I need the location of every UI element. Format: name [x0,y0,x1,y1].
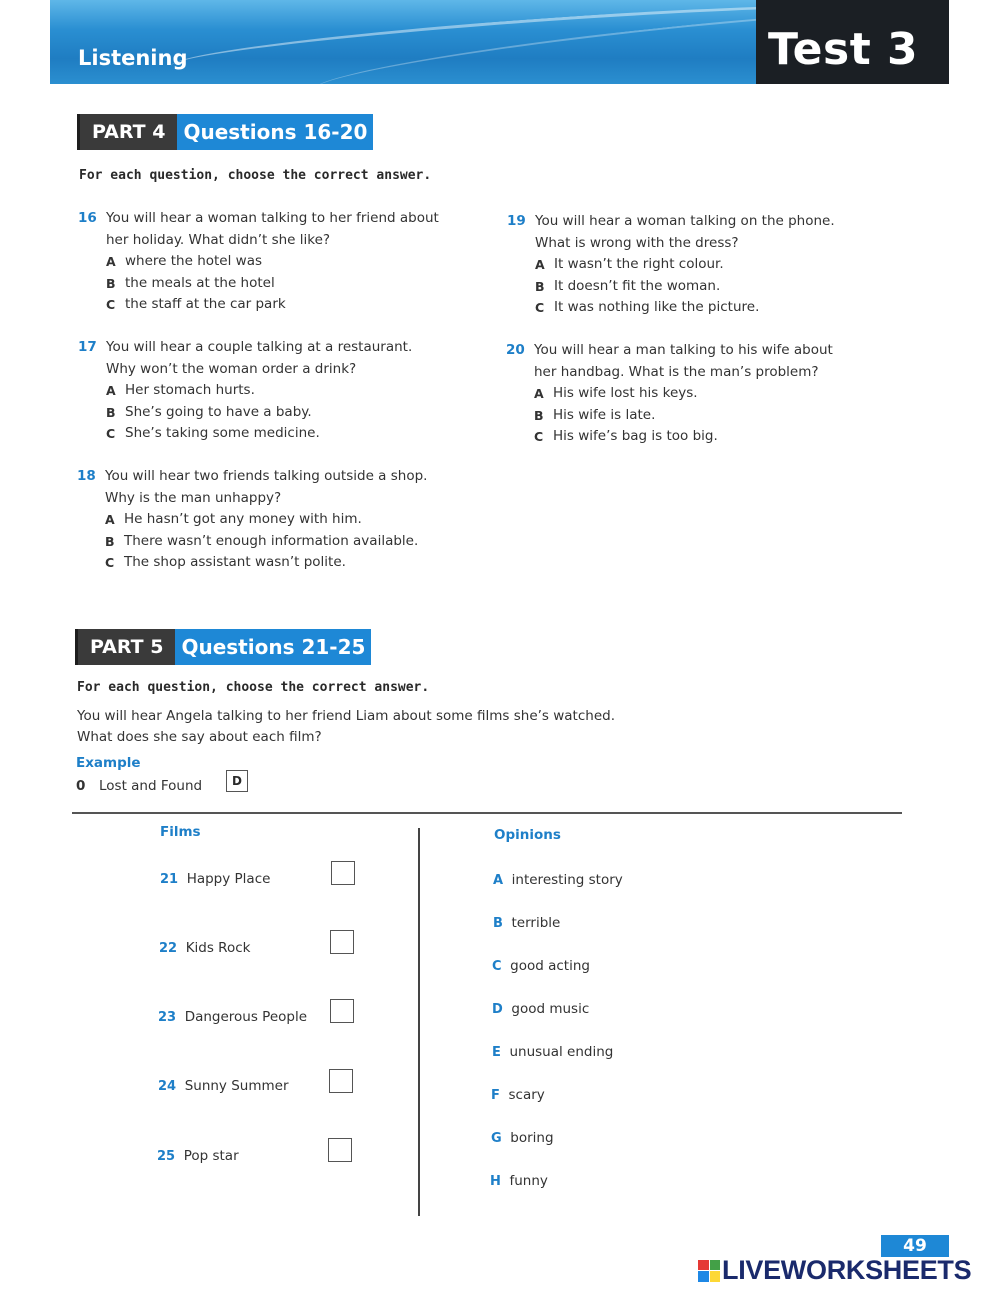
opinion-c: C good acting [492,958,590,974]
part4-questions-label: Questions 16-20 [177,114,373,150]
page-number: 49 [881,1235,949,1257]
question-stem: You will hear a woman talking on the phone. [535,213,835,229]
film-number: 21 [160,872,179,887]
option-b[interactable]: B There wasn’t enough information available. [105,532,419,549]
opinion-b: B terrible [493,915,561,931]
film-number: 22 [159,941,178,956]
question-number: 16 [78,210,97,226]
question-20 [506,340,886,448]
liveworksheets-logo[interactable] [698,1255,971,1286]
part5-intro: You will hear Angela talking to her friend Liam about some films she’s watched. [77,708,615,724]
brand-name: LIVEWORKSHEETS [722,1255,972,1285]
question-stem: What is wrong with the dress? [535,234,739,251]
example-answer-box: D [226,770,248,792]
answer-box-24[interactable] [329,1069,353,1093]
option-c[interactable]: C It was nothing like the picture. [535,299,760,315]
answer-box-22[interactable] [330,930,354,954]
part5-instruction: For each question, choose the correct answer. [77,680,430,695]
option-a[interactable]: A It wasn’t the right colour. [535,256,724,272]
option-a[interactable]: A He hasn’t got any money with him. [105,511,362,527]
question-16 [78,208,458,316]
part5-label: PART 5 [75,629,175,665]
film-row-24 [158,1078,289,1094]
option-b[interactable]: B the meals at the hotel [106,274,275,291]
opinion-f: F scary [491,1087,545,1103]
film-number: 23 [158,1010,177,1025]
column-divider [418,828,420,1216]
question-stem: You will hear a woman talking to her friend about [106,210,439,226]
part4-heading [77,114,373,150]
opinion-g: G boring [491,1130,554,1146]
question-17 [78,337,458,445]
question-number: 18 [77,468,96,484]
film-number: 25 [157,1149,176,1164]
test-title: Test 3 [768,24,919,75]
question-stem: You will hear a couple talking at a restaurant. [106,339,413,355]
opinion-a: A interesting story [493,872,623,888]
question-number: 20 [506,342,525,358]
example-label: Example [76,755,141,771]
question-stem: her handbag. What is the man’s problem? [534,363,819,380]
question-stem: Why is the man unhappy? [105,489,282,506]
example-number: 0 [76,778,86,794]
opinion-d: D good music [492,1001,590,1017]
header-banner [50,0,756,84]
opinion-h: H funny [490,1173,548,1189]
film-title: Kids Rock [185,940,251,956]
film-number: 24 [158,1079,177,1094]
option-a[interactable]: A Her stomach hurts. [106,382,255,398]
film-row-25 [157,1148,239,1164]
question-stem: Why won’t the woman order a drink? [106,360,357,377]
question-number: 17 [78,339,97,355]
question-19 [507,211,887,319]
example-film: Lost and Found [99,778,203,794]
section-title: Listening [78,46,188,70]
divider [72,812,902,814]
part5-heading [75,629,371,665]
option-c[interactable]: C She’s taking some medicine. [106,425,320,441]
option-c[interactable]: C the staff at the car park [106,296,286,312]
option-b[interactable]: B She’s going to have a baby. [106,403,312,420]
option-a[interactable]: A His wife lost his keys. [534,385,698,401]
option-c[interactable]: C His wife’s bag is too big. [534,428,718,444]
part4-instruction: For each question, choose the correct answer. [79,168,432,183]
question-stem: her holiday. What didn’t she like? [106,231,331,248]
option-b[interactable]: B His wife is late. [534,406,656,423]
answer-box-25[interactable] [328,1138,352,1162]
option-b[interactable]: B It doesn’t fit the woman. [535,277,721,294]
answer-box-21[interactable] [331,861,355,885]
question-stem: You will hear two friends talking outside a shop. [105,468,428,484]
option-c[interactable]: C The shop assistant wasn’t polite. [105,554,346,570]
films-heading: Films [160,824,201,840]
part5-question: What does she say about each film? [77,729,322,745]
film-title: Happy Place [186,871,271,887]
question-18 [77,466,457,574]
film-title: Dangerous People [184,1009,308,1025]
film-row-22 [159,940,250,956]
option-a[interactable]: A where the hotel was [106,253,263,269]
film-row-23 [158,1009,307,1025]
opinion-e: E unusual ending [492,1044,614,1060]
part4-label: PART 4 [77,114,177,150]
question-number: 19 [507,213,526,229]
answer-box-23[interactable] [330,999,354,1023]
opinions-heading: Opinions [494,827,561,843]
film-row-21 [160,871,270,887]
liveworksheets-icon [698,1260,720,1282]
part5-questions-label: Questions 21-25 [175,629,371,665]
film-title: Sunny Summer [184,1078,289,1094]
question-stem: You will hear a man talking to his wife about [534,342,833,358]
film-title: Pop star [183,1148,239,1164]
